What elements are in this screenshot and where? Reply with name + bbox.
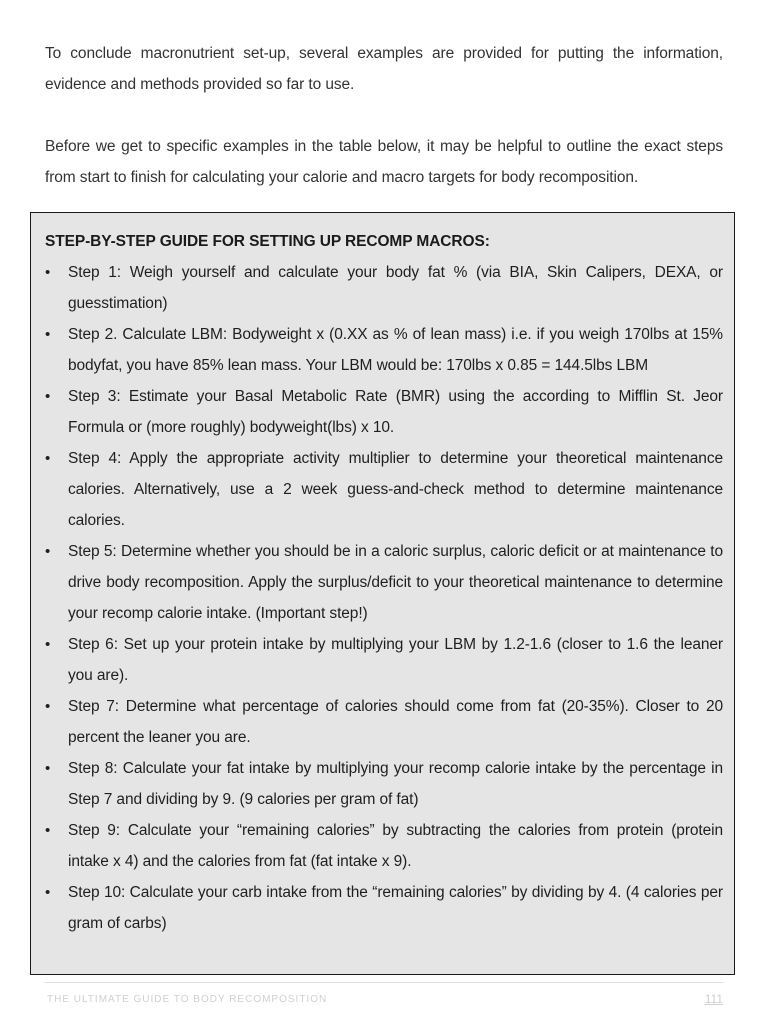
bullet-icon: • bbox=[45, 264, 51, 281]
step-item bbox=[45, 753, 723, 815]
step-item bbox=[45, 629, 723, 691]
bullet-icon: • bbox=[45, 636, 51, 653]
step-item bbox=[45, 381, 723, 443]
step-text: Step 2. Calculate LBM: Bodyweight x (0.XX as % of lean mass) i.e. if you weigh 170lbs at 15% bodyfat, you have 85% lean mass. Your LBM would be: 170lbs x 0.85 = 144.5lbs LBM bbox=[68, 326, 723, 374]
guide-title: STEP-BY-STEP GUIDE FOR SETTING UP RECOMP MACROS: bbox=[45, 233, 490, 250]
bullet-icon: • bbox=[45, 543, 51, 560]
bullet-icon: • bbox=[45, 326, 51, 343]
step-item bbox=[45, 877, 723, 939]
step-item bbox=[45, 536, 723, 629]
step-text: Step 3: Estimate your Basal Metabolic Rate (BMR) using the according to Mifflin St. Jeor Formula or (more roughly) bodyweight(lbs) x 10. bbox=[68, 388, 723, 436]
bullet-icon: • bbox=[45, 450, 51, 467]
step-text: Step 9: Calculate your “remaining calories” by subtracting the calories from protein (protein intake x 4) and the calories from fat (fat intake x 9). bbox=[68, 822, 723, 870]
page-number: 111 bbox=[704, 992, 723, 1006]
step-text: Step 6: Set up your protein intake by multiplying your LBM by 1.2-1.6 (closer to 1.6 the leaner you are). bbox=[68, 636, 723, 684]
step-text: Step 10: Calculate your carb intake from the “remaining calories” by dividing by 4. (4 calories per gram of carbs) bbox=[68, 884, 723, 932]
step-item bbox=[45, 443, 723, 536]
step-item bbox=[45, 691, 723, 753]
intro-paragraph: To conclude macronutrient set-up, several examples are provided for putting the information, evidence and methods provided so far to use. bbox=[45, 45, 723, 93]
bullet-icon: • bbox=[45, 698, 51, 715]
footer-divider bbox=[45, 982, 723, 983]
steps-list bbox=[45, 257, 723, 939]
step-text: Step 1: Weigh yourself and calculate your body fat % (via BIA, Skin Calipers, DEXA, or guesstimation) bbox=[68, 264, 723, 312]
step-item bbox=[45, 815, 723, 877]
step-item bbox=[45, 257, 723, 319]
step-text: Step 7: Determine what percentage of calories should come from fat (20-35%). Closer to 20 percent the leaner you are. bbox=[68, 698, 723, 746]
bullet-icon: • bbox=[45, 760, 51, 777]
footer-title: THE ULTIMATE GUIDE TO BODY RECOMPOSITION bbox=[47, 994, 328, 1005]
bullet-icon: • bbox=[45, 822, 51, 839]
step-text: Step 5: Determine whether you should be in a caloric surplus, caloric deficit or at maintenance to drive body recomposition. Apply the surplus/deficit to your theoretical maintenance to determine your recomp calorie intake. (Important step!) bbox=[68, 543, 723, 622]
step-by-step-guide-box bbox=[30, 212, 735, 975]
step-text: Step 4: Apply the appropriate activity multiplier to determine your theoretical maintenance calories. Alternatively, use a 2 week guess-and-check method to determine maintenance calories. bbox=[68, 450, 723, 529]
intro-paragraph: Before we get to specific examples in the table below, it may be helpful to outline the exact steps from start to finish for calculating your calorie and macro targets for body recomposition. bbox=[45, 138, 723, 186]
step-text: Step 8: Calculate your fat intake by multiplying your recomp calorie intake by the percentage in Step 7 and dividing by 9. (9 calories per gram of fat) bbox=[68, 760, 723, 808]
bullet-icon: • bbox=[45, 388, 51, 405]
bullet-icon: • bbox=[45, 884, 51, 901]
step-item bbox=[45, 319, 723, 381]
